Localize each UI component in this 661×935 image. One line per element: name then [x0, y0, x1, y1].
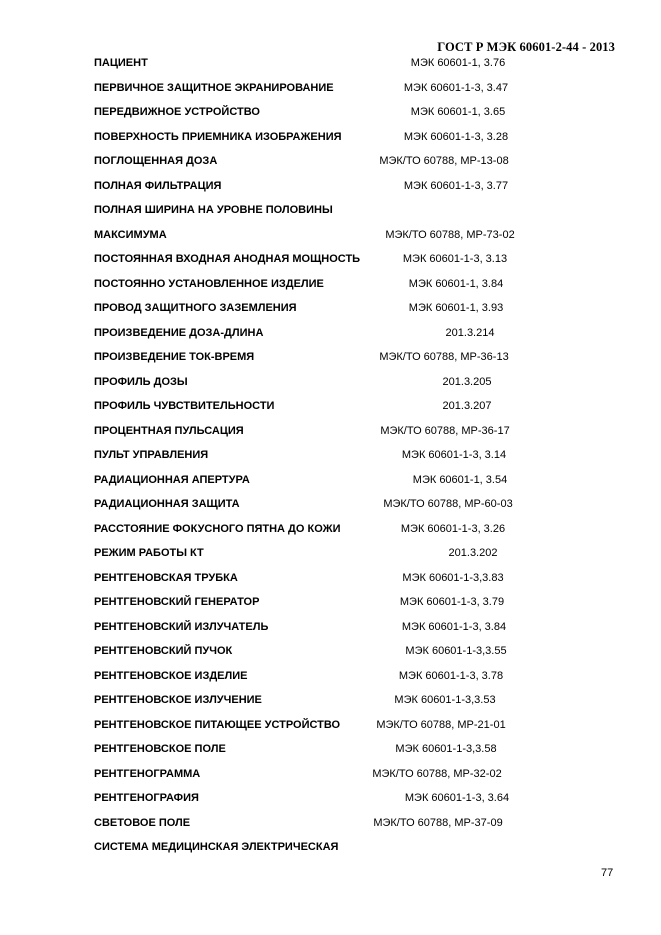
index-reference: МЭК/ТО 60788, МР-36-17 [380, 424, 510, 437]
standard-header: ГОСТ Р МЭК 60601-2-44 - 2013 [437, 40, 615, 54]
index-term: РЕНТГЕНОВСКОЕ ИЗЛУЧЕНИЕ [94, 694, 262, 706]
index-term: РАССТОЯНИЕ ФОКУСНОГО ПЯТНА ДО КОЖИ [94, 522, 341, 535]
index-term: ПРОВОД ЗАЩИТНОГО ЗАЗЕМЛЕНИЯ [94, 302, 297, 314]
index-reference: МЭК 60601-1-3, 3.79 [399, 596, 505, 608]
index-entry [0, 596, 661, 612]
index-reference: МЭК 60601-1-3, 3.78 [398, 669, 504, 682]
index-term: ПЕРЕДВИЖНОЕ УСТРОЙСТВО [94, 106, 260, 118]
index-entry [0, 229, 661, 245]
index-term: РЕНТГЕНОВСКОЕ ПОЛЕ [94, 743, 226, 755]
index-reference: МЭК 60601-1-3, 3.77 [403, 179, 509, 192]
index-reference: МЭК/ТО 60788, МР-36-13 [379, 351, 509, 363]
index-reference: МЭК/ТО 60788, МР-60-03 [383, 498, 513, 510]
index-reference: МЭК 60601-1, 3.54 [412, 473, 508, 486]
index-reference: 201.3.205 [442, 375, 492, 388]
index-reference: МЭК 60601-1-3, 3.47 [403, 81, 509, 94]
index-reference: МЭК 60601-1, 3.84 [408, 277, 504, 290]
index-entry [0, 278, 661, 294]
index-term: РЕЖИМ РАБОТЫ КТ [94, 547, 204, 559]
index-entry [0, 792, 661, 808]
index-entry [0, 547, 661, 563]
index-entry [0, 302, 661, 318]
index-entry [0, 817, 661, 833]
index-reference: МЭК 60601-1-3, 3.13 [402, 253, 508, 265]
index-reference: МЭК/ТО 60788, МР-21-01 [376, 718, 506, 731]
index-reference: МЭК 60601-1-3,3.58 [395, 743, 497, 755]
index-entry [0, 449, 661, 465]
index-entry [0, 743, 661, 759]
index-term: ПРОИЗВЕДЕНИЕ ТОК-ВРЕМЯ [94, 351, 255, 363]
index-entry [0, 768, 661, 784]
index-entry [0, 204, 661, 220]
index-reference: МЭК 60601-1-3,3.55 [405, 645, 507, 657]
index-reference: 201.3.214 [445, 326, 495, 339]
index-reference: МЭК/ТО 60788, МР-37-09 [373, 816, 503, 829]
index-reference: МЭК 60601-1-3, 3.64 [404, 792, 510, 804]
index-term: РЕНТГЕНОГРАФИЯ [94, 792, 199, 804]
index-term: РАДИАЦИОННАЯ АПЕРТУРА [94, 473, 250, 486]
index-entry [0, 400, 661, 416]
index-entry [0, 155, 661, 171]
index-reference: МЭК/ТО 60788, МР-13-08 [379, 155, 509, 167]
index-reference: МЭК/ТО 60788, МР-32-02 [372, 767, 502, 780]
index-reference: МЭК 60601-1, 3.65 [410, 106, 506, 118]
index-entry [0, 327, 661, 343]
index-entry [0, 57, 661, 73]
index-entry [0, 572, 661, 588]
index-entry [0, 376, 661, 392]
index-reference: МЭК 60601-1, 3.76 [410, 57, 506, 69]
page-number: 77 [601, 867, 614, 879]
index-reference: МЭК 60601-1-3,3.53 [394, 694, 496, 706]
index-term: РЕНТГЕНОВСКОЕ ИЗДЕЛИЕ [94, 669, 248, 682]
index-entry [0, 621, 661, 637]
index-term: ПЕРВИЧНОЕ ЗАЩИТНОЕ ЭКРАНИРОВАНИЕ [94, 81, 334, 94]
index-term: РЕНТГЕНОГРАММА [94, 767, 201, 780]
index-reference: 201.3.202 [448, 547, 498, 559]
index-term: РЕНТГЕНОВСКИЙ ГЕНЕРАТОР [94, 596, 260, 608]
index-reference: МЭК 60601-1-3,3.83 [402, 571, 504, 584]
index-term: ПОСТОЯННАЯ ВХОДНАЯ АНОДНАЯ МОЩНОСТЬ [94, 253, 361, 265]
index-entry [0, 523, 661, 539]
index-reference: МЭК/ТО 60788, МР-73-02 [385, 228, 515, 241]
index-entry [0, 351, 661, 367]
index-term: РЕНТГЕНОВСКОЕ ПИТАЮЩЕЕ УСТРОЙСТВО [94, 718, 341, 731]
index-term: ПРОЦЕНТНАЯ ПУЛЬСАЦИЯ [94, 424, 244, 437]
index-term: ПОГЛОЩЕННАЯ ДОЗА [94, 155, 218, 167]
index-entry [0, 425, 661, 441]
index-term: РЕНТГЕНОВСКАЯ ТРУБКА [94, 571, 238, 584]
index-entry [0, 180, 661, 196]
index-term: МАКСИМУМА [94, 228, 167, 241]
index-entry [0, 719, 661, 735]
index-entry [0, 106, 661, 122]
index-term: ПОСТОЯННО УСТАНОВЛЕННОЕ ИЗДЕЛИЕ [94, 277, 324, 290]
index-reference: МЭК 60601-1-3, 3.84 [401, 620, 507, 633]
index-term: РЕНТГЕНОВСКИЙ ИЗЛУЧАТЕЛЬ [94, 620, 269, 633]
index-term: ПАЦИЕНТ [94, 57, 148, 69]
index-term: СИСТЕМА МЕДИЦИНСКАЯ ЭЛЕКТРИЧЕСКАЯ [94, 841, 339, 853]
index-term: СВЕТОВОЕ ПОЛЕ [94, 816, 191, 829]
index-entry [0, 131, 661, 147]
index-term: ПРОФИЛЬ ДОЗЫ [94, 375, 188, 388]
index-entry [0, 841, 661, 857]
index-entry [0, 670, 661, 686]
index-term: РАДИАЦИОННАЯ ЗАЩИТА [94, 498, 240, 510]
index-term: ПРОИЗВЕДЕНИЕ ДОЗА-ДЛИНА [94, 326, 264, 339]
index-term: РЕНТГЕНОВСКИЙ ПУЧОК [94, 645, 233, 657]
index-reference: МЭК 60601-1-3, 3.28 [403, 130, 509, 143]
index-reference: МЭК 60601-1-3, 3.14 [401, 449, 507, 461]
index-term: ПОЛНАЯ ШИРИНА НА УРОВНЕ ПОЛОВИНЫ [94, 204, 333, 216]
index-entry [0, 474, 661, 490]
index-reference: МЭК 60601-1, 3.93 [408, 302, 504, 314]
index-entry [0, 694, 661, 710]
index-term: ПОЛНАЯ ФИЛЬТРАЦИЯ [94, 179, 222, 192]
index-entry [0, 498, 661, 514]
index-entry [0, 253, 661, 269]
index-entry [0, 82, 661, 98]
index-reference: 201.3.207 [442, 400, 492, 412]
index-term: ПОВЕРХНОСТЬ ПРИЕМНИКА ИЗОБРАЖЕНИЯ [94, 130, 342, 143]
index-reference: МЭК 60601-1-3, 3.26 [400, 522, 506, 535]
index-term: ПУЛЬТ УПРАВЛЕНИЯ [94, 449, 209, 461]
index-entry [0, 645, 661, 661]
index-term: ПРОФИЛЬ ЧУВСТВИТЕЛЬНОСТИ [94, 400, 275, 412]
